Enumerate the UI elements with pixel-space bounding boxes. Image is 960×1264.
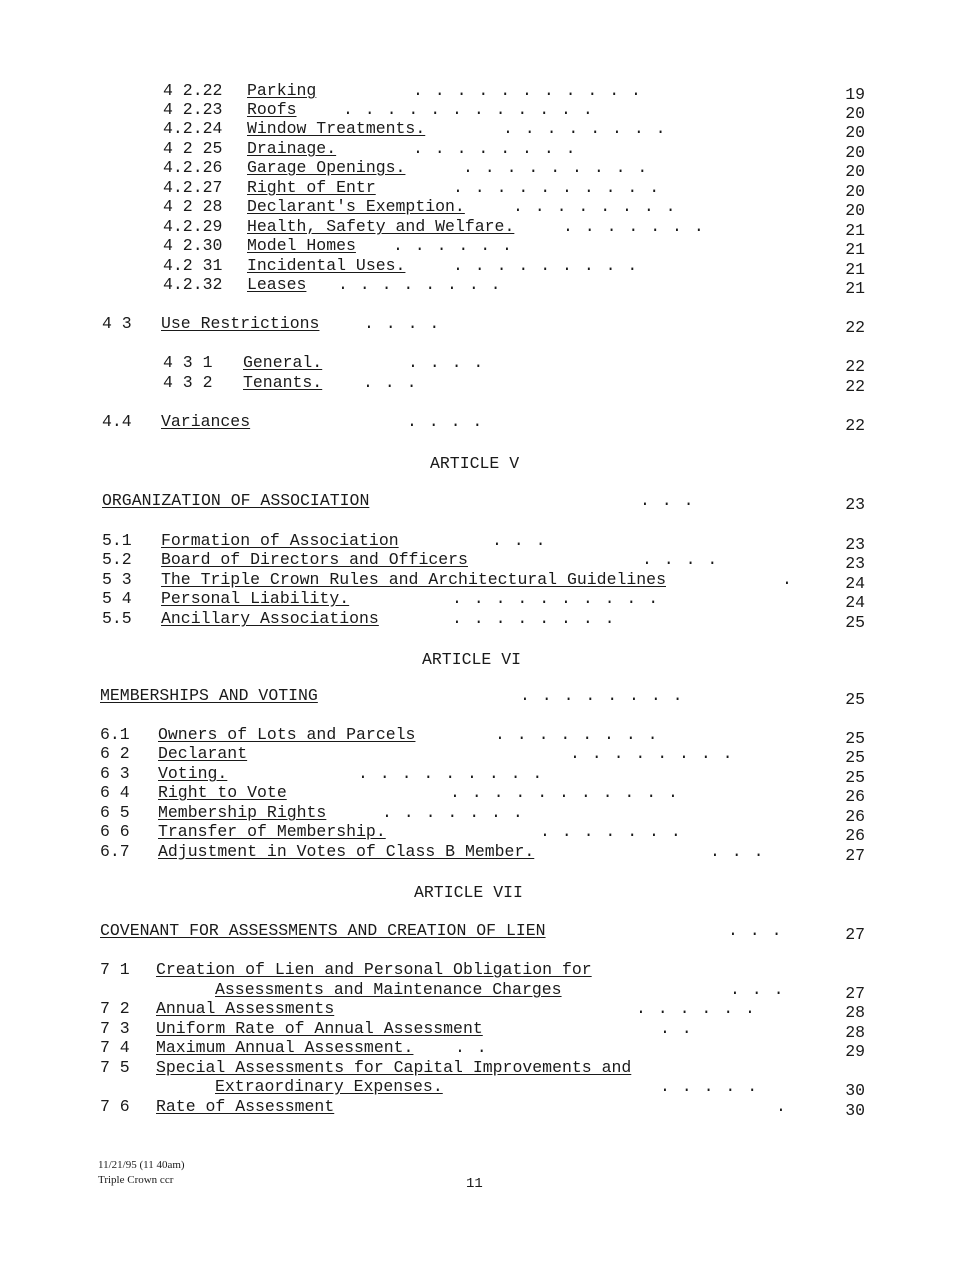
toc-entry-title: Uniform Rate of Annual Assessment [156,1019,483,1038]
toc-entry-number: 5.5 [102,609,132,628]
toc-entry [163,372,865,394]
dot-leader: . . . . . . . . [338,275,502,294]
dot-leader: . . . [363,373,418,392]
dot-leader: . . . . . . . . [413,139,577,158]
toc-entry-page: 21 [845,279,865,298]
toc-entry-number: 4 2 28 [163,197,223,216]
toc-entry [100,782,865,804]
dot-leader: . . [660,1019,693,1038]
article-title-row [102,490,865,512]
toc-entry-page: 28 [845,1023,865,1042]
toc-entry-page: 20 [845,104,865,123]
toc-entry [102,313,865,335]
dot-leader: . . . . . . . . . . . [413,81,642,100]
dot-leader: . . . . . . . . . . [453,178,661,197]
footer-document-name: Triple Crown ccr [98,1174,174,1186]
article-title: MEMBERSHIPS AND VOTING [100,686,318,705]
dot-leader: . [782,570,793,589]
toc-entry-number: 6 3 [100,764,130,783]
dot-leader: . [776,1097,787,1116]
toc-entry-title: Owners of Lots and Parcels [158,725,416,744]
dot-leader: . . . . . . . . . . [452,589,660,608]
toc-entry-page: 22 [845,416,865,435]
dot-leader: . . . . . . . . . [453,256,639,275]
toc-entry-title: Drainage. [247,139,337,158]
toc-entry-page: 26 [845,787,865,806]
dot-leader: . . . . . . . . . . . . [343,100,594,119]
toc-entry-number: 4.2.27 [163,178,223,197]
toc-entry [100,821,865,843]
toc-entry-title: Transfer of Membership. [158,822,386,841]
dot-leader: . . . . [407,412,484,431]
dot-leader: . . . . . . . . [570,744,734,763]
toc-entry [100,998,865,1020]
toc-entry-title: Board of Directors and Officers [161,550,468,569]
toc-entry-page: 30 [845,1101,865,1120]
toc-entry [163,235,865,257]
toc-entry-title: Roofs [247,100,297,119]
toc-entry-title: Rate of Assessment [156,1097,335,1116]
toc-entry-title: Parking [247,81,317,100]
toc-entry-page: 27 [845,846,865,865]
toc-entry-page: 21 [845,221,865,240]
dot-leader: . . . . . . . . [513,197,677,216]
toc-entry-number: 7 3 [100,1019,130,1038]
toc-entry-number: 4.2.32 [163,275,223,294]
toc-entry [102,588,865,610]
toc-entry-number: 4 3 [102,314,132,333]
toc-entry-number: 5.2 [102,550,132,569]
toc-entry-title: Leases [247,275,307,294]
dot-leader: . . . . . . . . . [358,764,544,783]
toc-entry-page: 20 [845,143,865,162]
toc-entry-title: Right to Vote [158,783,287,802]
toc-entry-number: 4 2 25 [163,139,223,158]
toc-entry-page: 24 [845,574,865,593]
dot-leader: . . . . [364,314,441,333]
toc-entry-title: General. [243,353,323,372]
toc-entry [100,841,865,863]
toc-entry-number: 7 1 [100,960,130,979]
dot-leader: . . . . . . . . [503,119,667,138]
toc-entry [163,274,865,296]
dot-leader: . . . . . . [636,999,756,1018]
dot-leader: . . . [710,842,765,861]
dot-leader: . . . . . . . [382,803,524,822]
dot-leader: . . . [492,531,547,550]
toc-entry [102,549,865,571]
article-title: COVENANT FOR ASSESSMENTS AND CREATION OF LIEN [100,921,546,940]
toc-entry-number: 6.1 [100,725,130,744]
toc-entry-title: Health, Safety and Welfare. [247,217,515,236]
dot-leader: . . . . . . . . . . . [450,783,679,802]
toc-entry-number: 4 2.22 [163,81,223,100]
toc-entry [100,743,865,765]
toc-entry-number: 4 2.23 [163,100,223,119]
toc-entry-page: 19 [845,85,865,104]
dot-leader: . . . [730,980,785,999]
toc-entry-title: Formation of Association [161,531,399,550]
toc-entry-number: 6 2 [100,744,130,763]
toc-entry-number: 6 5 [100,803,130,822]
toc-entry-page: 20 [845,182,865,201]
toc-entry-page: 24 [845,593,865,612]
toc-entry-page: 25 [845,768,865,787]
dot-leader: . . [455,1038,488,1057]
toc-entry [163,118,865,140]
toc-entry-title: Annual Assessments [156,999,335,1018]
toc-entry-page: 21 [845,240,865,259]
toc-entry-number: 5 3 [102,570,132,589]
dot-leader: . . . . . . . [540,822,682,841]
article-heading: ARTICLE VI [422,650,522,669]
toc-entry-number: 6 6 [100,822,130,841]
dot-leader: . . . . . . . . [452,609,616,628]
toc-entry-page: 22 [845,377,865,396]
toc-entry-page: 30 [845,1081,865,1100]
toc-entry-number: 7 4 [100,1038,130,1057]
toc-entry-number: 6.7 [100,842,130,861]
dot-leader: . . . . [642,550,719,569]
toc-entry-title: Voting. [158,764,228,783]
toc-entry-page: 25 [845,748,865,767]
dot-leader: . . . [728,921,783,940]
toc-entry [102,411,865,433]
toc-entry-number: 4.2.29 [163,217,223,236]
toc-entry-number: 4.4 [102,412,132,431]
toc-entry-title-line1: Creation of Lien and Personal Obligation for [156,960,592,979]
toc-entry-title: Right of Entr [247,178,376,197]
toc-entry-title: Model Homes [247,236,356,255]
toc-entry [100,959,865,981]
article-title-row [100,685,865,707]
toc-entry-title: Use Restrictions [161,314,320,333]
toc-entry-title: Declarant [158,744,248,763]
toc-entry-page: 28 [845,1003,865,1022]
dot-leader: . . . . . . . . [495,725,659,744]
toc-entry-number: 6 4 [100,783,130,802]
toc-entry-title: Personal Liability. [161,589,350,608]
toc-entry-page: 26 [845,807,865,826]
dot-leader: . . . [640,491,695,510]
toc-entry-title: Tenants. [243,373,323,392]
toc-entry-number: 4.2 31 [163,256,223,275]
toc-entry-title: Window Treatments. [247,119,426,138]
article-heading: ARTICLE VII [414,883,523,902]
toc-entry [100,1096,865,1118]
toc-entry-number: 4 2.30 [163,236,223,255]
toc-entry-page: 29 [845,1042,865,1061]
toc-entry-title: The Triple Crown Rules and Architectural Guidelines [161,570,666,589]
article-title-row [100,920,865,942]
toc-entry-page: 22 [845,357,865,376]
toc-entry-page: 20 [845,123,865,142]
dot-leader: . . . . . . [393,236,513,255]
dot-leader: . . . . . . . . . [463,158,649,177]
toc-entry-number: 4 3 1 [163,353,213,372]
toc-entry-title: Garage Openings. [247,158,406,177]
toc-entry-page: 25 [845,613,865,632]
toc-entry-page: 20 [845,162,865,181]
toc-entry-page: 27 [845,984,865,1003]
toc-entry-number: 4 3 2 [163,373,213,392]
toc-entry-number: 7 2 [100,999,130,1018]
toc-entry-number: 7 6 [100,1097,130,1116]
toc-entry-number: 5.1 [102,531,132,550]
toc-entry-number: 5 4 [102,589,132,608]
article-title: ORGANIZATION OF ASSOCIATION [102,491,370,510]
dot-leader: . . . . [408,353,485,372]
footer-date: 11/21/95 (11 40am) [98,1159,185,1171]
toc-entry-page: 21 [845,260,865,279]
toc-entry-title: Membership Rights [158,803,327,822]
article-page: 25 [845,690,865,709]
toc-entry-page: 23 [845,535,865,554]
toc-entry [100,1037,865,1059]
dot-leader: . . . . . [660,1077,759,1096]
toc-entry-title: Ancillary Associations [161,609,379,628]
toc-entry [163,157,865,179]
toc-entry-title: Maximum Annual Assessment. [156,1038,414,1057]
toc-entry-page: 22 [845,318,865,337]
toc-entry [102,608,865,630]
toc-entry-continuation [100,1076,865,1098]
article-page: 23 [845,495,865,514]
article-heading: ARTICLE V [430,454,520,473]
toc-entry-page: 23 [845,554,865,573]
toc-entry [163,352,865,374]
toc-entry-number: 4.2.24 [163,119,223,138]
toc-entry [163,196,865,218]
toc-entry-title-line2: Assessments and Maintenance Charges [215,980,562,999]
toc-entry-number: 7 5 [100,1058,130,1077]
toc-entry-page: 25 [845,729,865,748]
toc-entry-title: Declarant's Exemption. [247,197,465,216]
toc-entry-page: 20 [845,201,865,220]
toc-entry-title: Incidental Uses. [247,256,406,275]
toc-entry-title: Adjustment in Votes of Class B Member. [158,842,535,861]
article-page: 27 [845,925,865,944]
toc-entry-title-line1: Special Assessments for Capital Improvements and [156,1058,632,1077]
dot-leader: . . . . . . . [563,217,705,236]
dot-leader: . . . . . . . . [520,686,684,705]
toc-entry-page: 26 [845,826,865,845]
toc-entry-title-line2: Extraordinary Expenses. [215,1077,443,1096]
page-number: 11 [466,1176,483,1192]
toc-entry-title: Variances [161,412,251,431]
toc-entry-number: 4.2.26 [163,158,223,177]
